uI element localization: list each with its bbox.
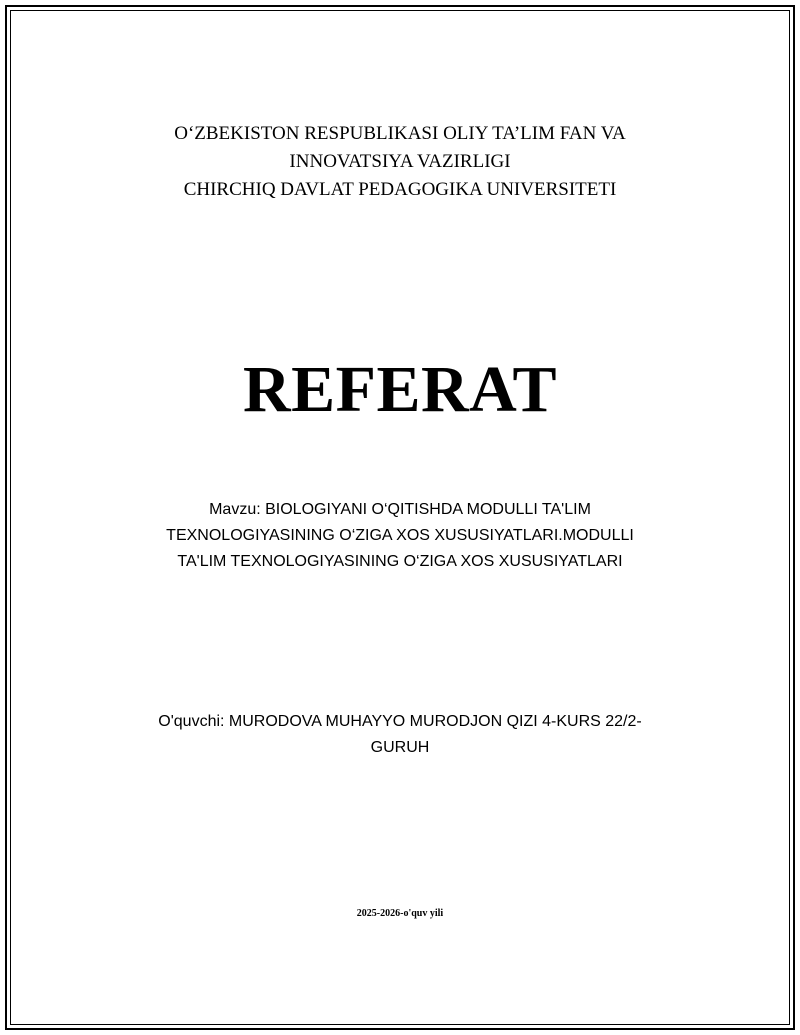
topic-line: TEXNOLOGIYASINING O‘ZIGA XOS XUSUSIYATLARI.MODULLI <box>166 527 634 544</box>
document-title: REFERAT <box>243 353 557 426</box>
academic-year: 2025-2026-o'quv yili <box>356 908 444 919</box>
topic-line: TA'LIM TEXNOLOGIYASINING O‘ZIGA XOS XUSUSIYATLARI <box>177 553 623 570</box>
student-line: O'quvchi: MURODOVA MUHAYYO MURODJON QIZI 4-KURS 22/2- <box>158 713 642 730</box>
university-name: CHIRCHIQ DAVLAT PEDAGOGIKA UNIVERSITETI <box>183 179 617 200</box>
topic-line: Mavzu: BIOLOGIYANI O‘QITISHDA MODULLI TA'LIM <box>209 501 591 518</box>
student-line: GURUH <box>370 739 430 756</box>
topic-block <box>110 497 690 575</box>
ministry-line: O‘ZBEKISTON RESPUBLIKASI OLIY TA’LIM FAN VA <box>174 123 626 144</box>
ministry-line: INNOVATSIYA VAZIRLIGI <box>289 151 511 172</box>
ministry-header <box>0 120 800 204</box>
student-block <box>110 709 690 761</box>
